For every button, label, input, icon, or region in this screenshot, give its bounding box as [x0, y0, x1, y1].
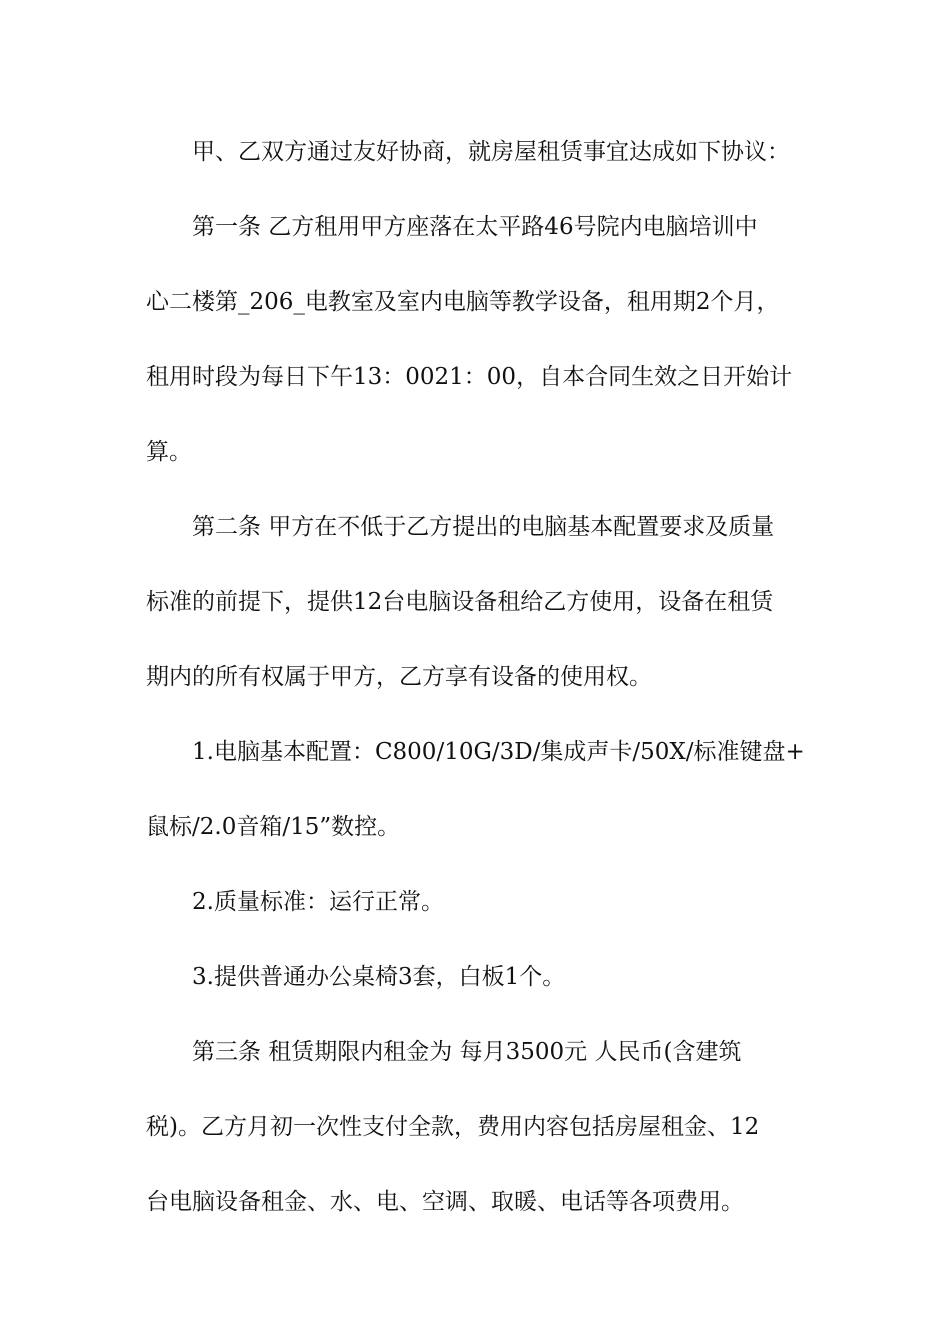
text-line: 鼠标/2.0音箱/15”数控。 [146, 814, 401, 840]
text-line: 台电脑设备租金、水、电、空调、取暖、电话等各项费用。 [146, 1189, 744, 1215]
text-line: 期内的所有权属于甲方，乙方享有设备的使用权。 [146, 664, 652, 690]
text-line: 租用时段为每日下午13：0021：00，自本合同生效之日开始计 [146, 364, 793, 390]
text-line: 税)。乙方月初一次性支付全款，费用内容包括房屋租金、12 [146, 1114, 760, 1140]
text-line: 2.质量标准：运行正常。 [192, 889, 444, 915]
text-line: 第三条 租赁期限内租金为 每月3500元 人民币(含建筑 [192, 1039, 742, 1065]
text-line: 3.提供普通办公桌椅3套，白板1个。 [192, 964, 566, 990]
text-line: 心二楼第_206_电教室及室内电脑等教学设备，租用期2个月， [146, 289, 780, 315]
text-line: 第一条 乙方租用甲方座落在太平路46号院内电脑培训中 [192, 214, 758, 240]
text-line: 标准的前提下，提供12台电脑设备租给乙方使用，设备在租赁 [146, 589, 774, 615]
text-line: 甲、乙双方通过友好协商，就房屋租赁事宜达成如下协议： [192, 139, 790, 165]
text-line: 1.电脑基本配置：C800/10G/3D/集成声卡/50X/标准键盘+ [192, 739, 805, 765]
text-line: 算。 [146, 439, 192, 465]
text-line: 第二条 甲方在不低于乙方提出的电脑基本配置要求及质量 [192, 514, 775, 540]
